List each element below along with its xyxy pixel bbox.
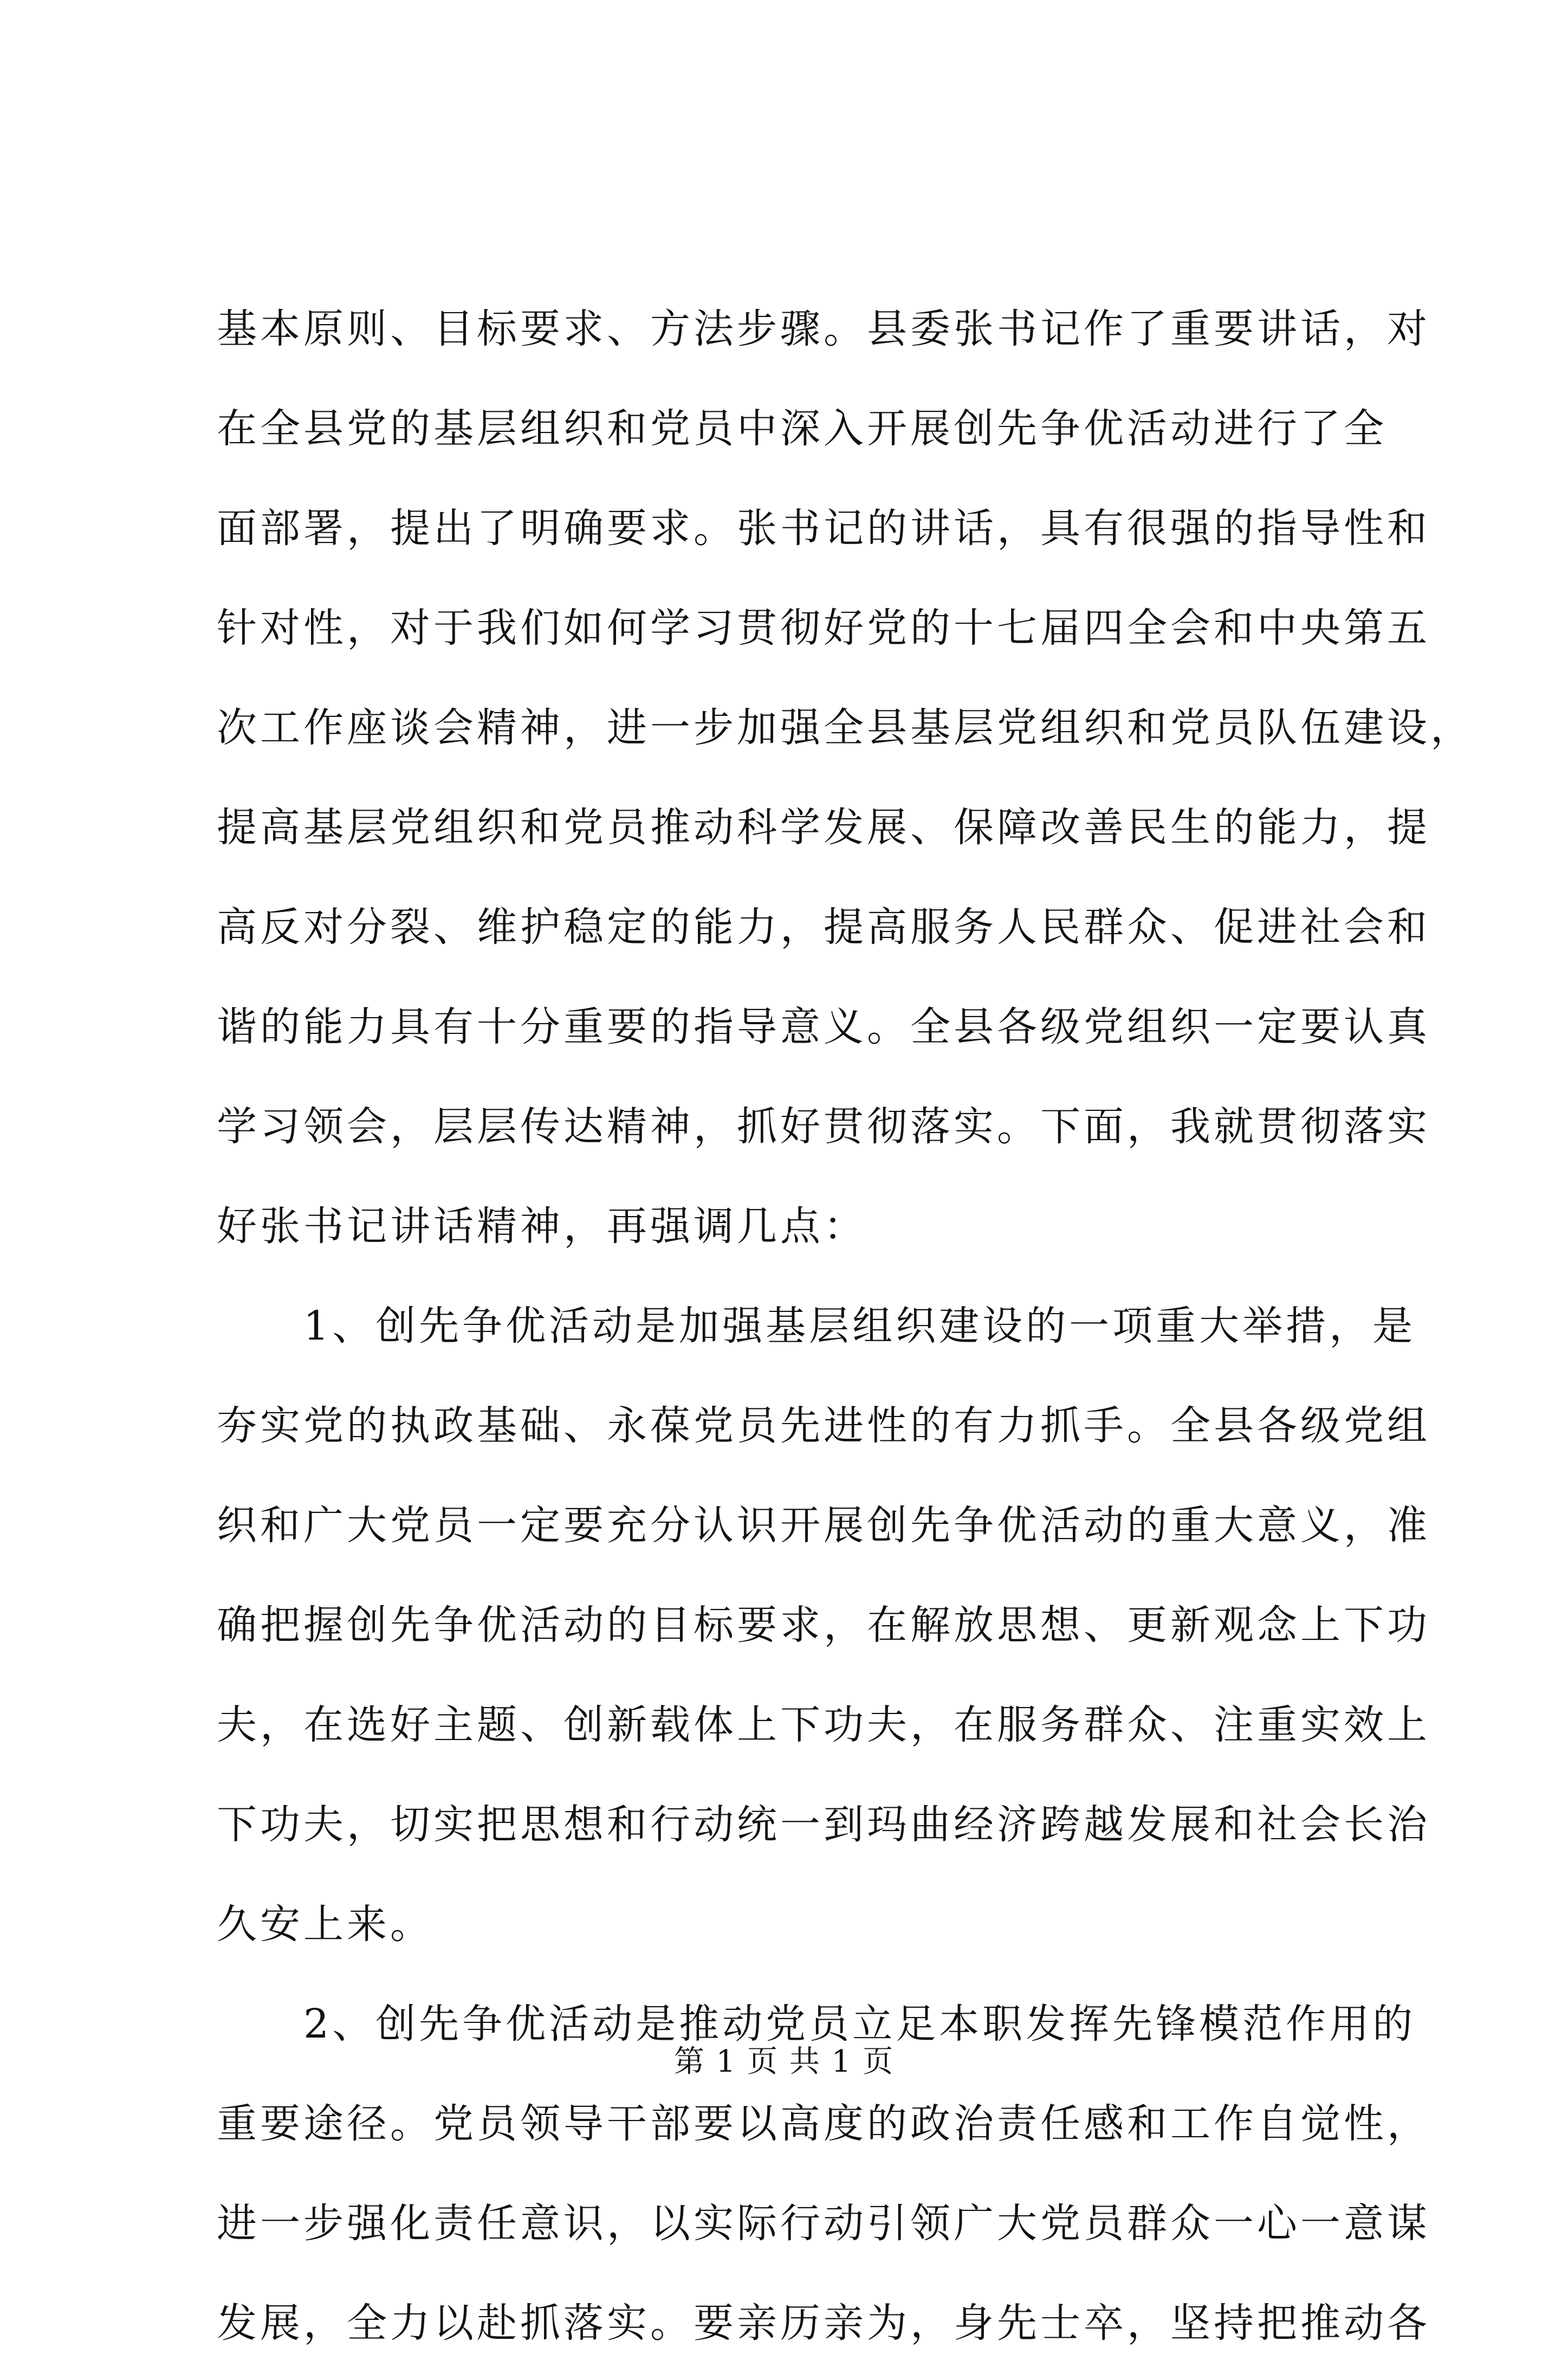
text-line: 好张书记讲话精神，再强调几点： [217,1203,867,1250]
text-line: 提高基层党组织和党员推动科学发展、保障改善民生的能力，提 [217,804,1430,851]
text-line: 次工作座谈会精神，进一步加强全县基层党组织和党员队伍建设， [217,704,1474,751]
paragraph-start-line: 2、创先争优活动是推动党员立足本职发挥先锋模范作用的 [217,2001,1416,2047]
paragraph-start-line: 1、创先争优活动是加强基层组织建设的一项重大举措，是 [217,1303,1416,1349]
text-line: 重要途径。党员领导干部要以高度的政治责任感和工作自觉性， [217,2100,1430,2147]
text-line: 进一步强化责任意识，以实际行动引领广大党员群众一心一意谋 [217,2200,1430,2247]
text-line: 面部署，提出了明确要求。张书记的讲话，具有很强的指导性和 [217,505,1430,552]
page-number-footer: 第 1 页 共 1 页 [673,2044,895,2079]
text-line: 织和广大党员一定要充分认识开展创先争优活动的重大意义，准 [217,1502,1430,1549]
text-line: 确把握创先争优活动的目标要求，在解放思想、更新观念上下功 [217,1602,1430,1648]
text-line: 夫，在选好主题、创新载体上下功夫，在服务群众、注重实效上 [217,1702,1430,1748]
text-line: 基本原则、目标要求、方法步骤。县委张书记作了重要讲话，对 [217,306,1430,352]
text-line: 谐的能力具有十分重要的指导意义。全县各级党组织一定要认真 [217,1004,1430,1050]
text-line: 发展，全力以赴抓落实。要亲历亲为，身先士卒，坚持把推动各 [217,2300,1430,2346]
text-line: 下功夫，切实把思想和行动统一到玛曲经济跨越发展和社会长治 [217,1801,1430,1848]
text-line: 高反对分裂、维护稳定的能力，提高服务人民群众、促进社会和 [217,904,1430,951]
text-line: 学习领会，层层传达精神，抓好贯彻落实。下面，我就贯彻落实 [217,1103,1430,1150]
text-line: 久安上来。 [217,1901,433,1948]
text-line: 夯实党的执政基础、永葆党员先进性的有力抓手。全县各级党组 [217,1402,1430,1449]
text-line: 在全县党的基层组织和党员中深入开展创先争优活动进行了全 [217,405,1387,452]
text-line: 针对性，对于我们如何学习贯彻好党的十七届四全会和中央第五 [217,605,1430,651]
